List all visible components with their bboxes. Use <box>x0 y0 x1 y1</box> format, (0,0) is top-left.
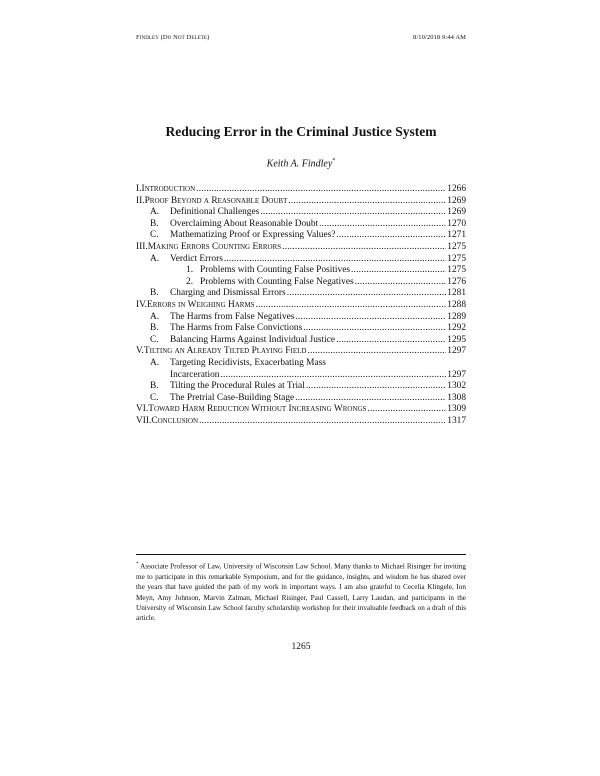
toc-number: 2. <box>186 276 194 287</box>
toc-leader <box>355 277 447 289</box>
toc-entry[interactable] <box>136 254 466 266</box>
toc-label: Problems with Counting False Negatives <box>200 276 354 287</box>
footnote-divider <box>136 554 466 555</box>
footnote-text: Associate Professor of Law, University of Wisconsin Law School. Many thanks to Michael Risinger for inviting me to participate in this remarkable Symposium, and for the guidance, insights, and wisdom he has shared over the years that have guided the path of my work in important ways. I am also grateful to Cecelia Klingele, Ion Meyn, Amy Johnson, Marvin Zalman, Michael Risinger, Paul Cassell, Larry Laudan, and participants in the University of Wisconsin Law School faculty scholarship workshop for their invaluable feedback on a draft of this article. <box>136 562 466 623</box>
toc-number: II. <box>136 195 145 206</box>
toc-page: 1271 <box>447 230 466 241</box>
toc-label: Targeting Recidivists, Exacerbating Mass <box>170 357 326 368</box>
toc-page: 1297 <box>447 369 466 380</box>
toc-page: 1317 <box>447 415 466 426</box>
toc-label: Overclaiming About Reasonable Doubt <box>170 218 319 229</box>
toc-page: 1281 <box>447 288 466 299</box>
toc-entry[interactable] <box>136 346 466 358</box>
toc-leader <box>336 335 446 347</box>
toc-leader <box>199 416 446 428</box>
toc-page: 1269 <box>447 207 466 218</box>
page-number: 1265 <box>291 642 311 652</box>
toc-label: The Harms from False Negatives <box>170 311 295 322</box>
toc-leader <box>306 381 446 393</box>
toc-entry[interactable] <box>136 219 466 231</box>
article-title: Reducing Error in the Criminal Justice System <box>165 124 437 139</box>
toc-entry[interactable] <box>136 242 466 254</box>
toc-label: Tilting an Already Tilted Playing Field <box>143 346 307 357</box>
toc-label: Introduction <box>141 184 196 194</box>
toc-page: 1270 <box>447 218 466 229</box>
toc-page: 1276 <box>447 276 466 287</box>
toc-entry[interactable] <box>136 288 466 300</box>
toc-number: III. <box>136 241 148 252</box>
toc-leader <box>288 196 446 208</box>
toc-label: Toward Harm Reduction Without Increasing Wrongs <box>148 404 367 415</box>
toc-page: 1297 <box>447 346 466 357</box>
toc-label: Verdict Errors <box>170 253 223 264</box>
toc-leader <box>336 230 446 242</box>
toc-number: IV. <box>136 299 148 310</box>
toc-leader <box>224 254 446 266</box>
toc-leader <box>282 242 446 254</box>
toc-leader <box>295 312 446 324</box>
toc-number: 1. <box>186 265 194 276</box>
toc-number: VII. <box>136 415 152 426</box>
toc-number: A. <box>150 253 160 264</box>
toc-page: 1275 <box>447 265 466 276</box>
toc-number: B. <box>150 288 159 299</box>
toc-entry[interactable] <box>136 312 466 324</box>
header-left: Findley (Do Not Delete) <box>136 34 210 41</box>
toc-label: Conclusion <box>151 415 199 426</box>
toc-page: 1275 <box>447 241 466 252</box>
footnote-mark: * <box>136 562 139 567</box>
toc-entry[interactable] <box>136 323 466 335</box>
toc-leader <box>220 370 446 382</box>
toc-leader <box>287 288 447 300</box>
toc-label: Balancing Harms Against Individual Justice <box>170 334 336 345</box>
toc-entry[interactable] <box>136 184 466 196</box>
toc-leader <box>303 323 446 335</box>
toc-entry[interactable] <box>136 416 466 428</box>
toc-entry[interactable] <box>136 404 466 416</box>
toc-page: 1275 <box>447 253 466 264</box>
toc-leader <box>367 404 446 416</box>
toc-page: 1289 <box>447 311 466 322</box>
toc-label: Making Errors Counting Errors <box>147 241 282 252</box>
toc-leader <box>196 184 446 196</box>
toc-number: V. <box>136 346 144 357</box>
toc-page: 1302 <box>447 381 466 392</box>
toc-number: A. <box>150 357 160 368</box>
toc-page: 1266 <box>447 184 466 194</box>
toc-entry[interactable] <box>136 265 466 277</box>
toc-page: 1309 <box>447 404 466 415</box>
toc-label: Proof Beyond a Reasonable Doubt <box>144 195 288 206</box>
toc-number: C. <box>150 230 159 241</box>
toc-number: B. <box>150 323 159 334</box>
toc-label: Incarceration <box>170 369 220 380</box>
toc-page: 1295 <box>447 334 466 345</box>
toc-entry[interactable] <box>136 358 466 370</box>
toc-label: Tilting the Procedural Rules at Trial <box>170 381 305 392</box>
toc-entry[interactable] <box>136 277 466 289</box>
toc-leader <box>351 265 446 277</box>
toc-number: C. <box>150 334 159 345</box>
toc-number: B. <box>150 381 159 392</box>
toc-entry[interactable] <box>136 381 466 393</box>
toc-label: Problems with Counting False Positives <box>200 265 351 276</box>
table-of-contents <box>136 184 466 427</box>
toc-leader <box>307 346 446 358</box>
toc-entry[interactable] <box>136 230 466 242</box>
toc-number: A. <box>150 311 160 322</box>
toc-page: 1308 <box>447 392 466 403</box>
toc-page: 1269 <box>447 195 466 206</box>
toc-number: A. <box>150 207 160 218</box>
author-footnote-mark: * <box>332 158 336 164</box>
toc-leader <box>260 207 446 219</box>
toc-number: C. <box>150 392 159 403</box>
toc-leader <box>319 219 446 231</box>
toc-entry[interactable] <box>136 335 466 347</box>
author-name: Keith A. Findley <box>266 158 333 170</box>
toc-entry[interactable] <box>136 300 466 312</box>
toc-entry[interactable] <box>136 196 466 208</box>
running-header <box>136 34 466 41</box>
toc-entry[interactable] <box>136 393 466 405</box>
toc-label: The Pretrial Case-Building Stage <box>170 392 295 403</box>
toc-entry[interactable] <box>136 370 466 382</box>
toc-leader <box>256 300 447 312</box>
footnote <box>136 560 466 624</box>
toc-page: 1292 <box>447 323 466 334</box>
toc-leader <box>295 393 446 405</box>
author-line <box>136 158 466 169</box>
toc-label: Charging and Dismissal Errors <box>170 288 286 299</box>
toc-label: The Harms from False Convictions <box>170 323 303 334</box>
toc-number: VI. <box>136 404 149 415</box>
toc-number: B. <box>150 218 159 229</box>
header-right: 8/10/2018 9:44 AM <box>413 34 466 41</box>
toc-label: Mathematizing Proof or Expressing Values? <box>170 230 336 241</box>
toc-label: Errors in Weighing Harms <box>147 299 255 310</box>
toc-number: I. <box>136 184 142 194</box>
toc-label: Definitional Challenges <box>170 207 260 218</box>
toc-entry[interactable] <box>136 207 466 219</box>
toc-page: 1288 <box>447 299 466 310</box>
